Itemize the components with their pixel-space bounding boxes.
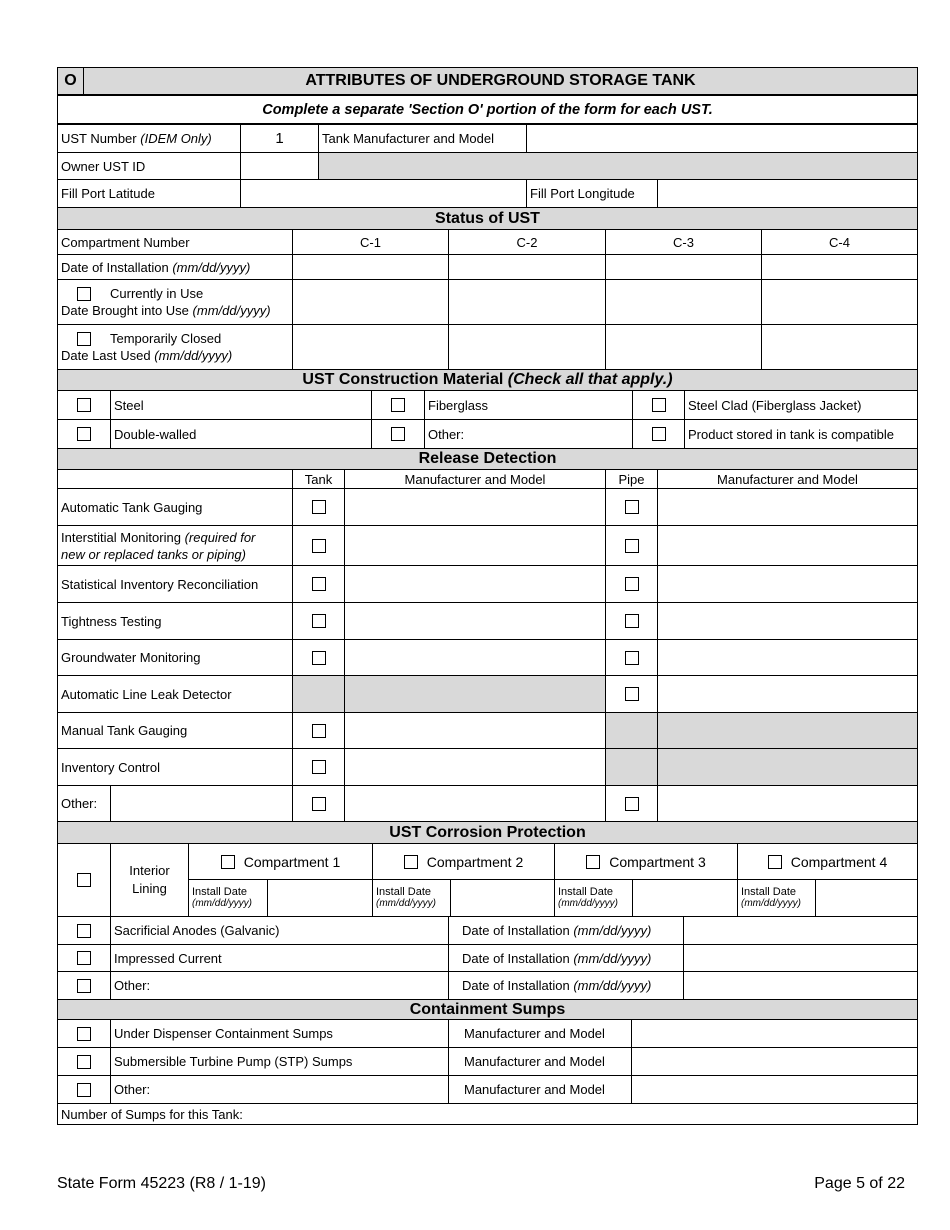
mtg-pipe-shaded (605, 713, 657, 748)
sumps-heading: Containment Sumps (57, 1000, 918, 1020)
under-dispenser-checkbox[interactable] (77, 1027, 91, 1041)
sir-row (57, 566, 918, 603)
compartment-3-checkbox[interactable] (586, 855, 600, 869)
ust-number-label: UST Number (IDEM Only) (61, 131, 212, 146)
release-other-row (57, 786, 918, 822)
under-dispenser-manufacturer-label: Manufacturer and Model (448, 1020, 631, 1047)
ust-number-row (57, 125, 918, 153)
inventory-label: Inventory Control (61, 759, 160, 775)
install-date-c3[interactable] (605, 255, 761, 279)
instruction-row (57, 96, 918, 125)
closed-c3[interactable] (605, 325, 761, 369)
compartment-2-label: Compartment 2 (426, 853, 524, 870)
mtg-label: Manual Tank Gauging (61, 723, 188, 738)
mtg-tank-checkbox[interactable] (312, 724, 326, 738)
stp-checkbox[interactable] (77, 1055, 91, 1069)
ust-number-value[interactable]: 1 (240, 125, 318, 152)
atg-pipe-field[interactable] (657, 489, 917, 525)
tightness-pipe-field[interactable] (657, 603, 917, 639)
atg-tank-checkbox[interactable] (312, 500, 326, 514)
sump-count-label[interactable]: Number of Sumps for this Tank: (61, 1106, 243, 1122)
compartment-c2: C-2 (448, 230, 605, 254)
form-id: State Form 45223 (R8 / 1-19) (57, 1175, 266, 1192)
fiberglass-checkbox[interactable] (391, 398, 405, 412)
sir-pipe-checkbox[interactable] (625, 577, 639, 591)
longitude-field[interactable] (657, 180, 917, 207)
in-use-c4[interactable] (761, 280, 917, 324)
install-date-3-field[interactable] (632, 880, 737, 916)
interstitial-label: Interstitial Monitoring (required for new or replaced tanks or piping) (61, 529, 256, 562)
owner-id-row (57, 153, 918, 180)
release-other-field[interactable] (110, 786, 292, 821)
interior-lining-row (57, 844, 918, 917)
sir-tank-field[interactable] (344, 566, 605, 602)
closed-c4[interactable] (761, 325, 917, 369)
sir-pipe-field[interactable] (657, 566, 917, 602)
groundwater-tank-checkbox[interactable] (312, 651, 326, 665)
interstitial-pipe-field[interactable] (657, 526, 917, 565)
impressed-checkbox[interactable] (77, 951, 91, 965)
impressed-date-field[interactable] (683, 945, 917, 971)
compartment-label: Compartment Number (61, 234, 190, 250)
impressed-row (57, 945, 918, 972)
install-date-4-field[interactable] (815, 880, 917, 916)
release-header-row (57, 470, 918, 489)
inventory-tank-checkbox[interactable] (312, 760, 326, 774)
under-dispenser-row (57, 1020, 918, 1048)
alld-row (57, 676, 918, 713)
install-date-c2[interactable] (448, 255, 605, 279)
brought-date-label: Date Brought into Use (mm/dd/yyyy) (61, 303, 271, 318)
groundwater-row (57, 640, 918, 676)
closed-c2[interactable] (448, 325, 605, 369)
sumps-other-manufacturer-field[interactable] (631, 1076, 917, 1103)
compartment-1-label: Compartment 1 (243, 853, 341, 870)
stp-label: Submersible Turbine Pump (STP) Sumps (110, 1048, 448, 1075)
material-row-1 (57, 391, 918, 420)
release-heading: Release Detection (57, 449, 918, 470)
sacrificial-row (57, 917, 918, 945)
compartment-4-label: Compartment 4 (790, 853, 888, 870)
owner-id-shaded (318, 153, 917, 179)
install-date-3-label: Install Date (mm/dd/yyyy) (554, 880, 632, 916)
sump-count-row (57, 1104, 918, 1125)
material-other-checkbox[interactable] (391, 427, 405, 441)
tightness-pipe-checkbox[interactable] (625, 614, 639, 628)
stp-row (57, 1048, 918, 1076)
inventory-row (57, 749, 918, 786)
section-o-form (57, 67, 918, 1125)
install-date-c4[interactable] (761, 255, 917, 279)
fiberglass-label: Fiberglass (424, 391, 632, 419)
sumps-other-manufacturer-label: Manufacturer and Model (448, 1076, 631, 1103)
impressed-label: Impressed Current (110, 945, 448, 971)
owner-id-field[interactable] (240, 153, 318, 179)
latitude-label: Fill Port Latitude (61, 186, 155, 201)
sumps-other-label: Other: (110, 1076, 448, 1103)
sacrificial-date-label: Date of Installation (mm/dd/yyyy) (448, 917, 683, 944)
corrosion-other-label: Other: (110, 972, 448, 999)
groundwater-label: Groundwater Monitoring (61, 650, 201, 665)
sacrificial-date-field[interactable] (683, 917, 917, 944)
section-letter: O (58, 68, 84, 94)
corrosion-heading: UST Corrosion Protection (57, 822, 918, 844)
compatible-label: Product stored in tank is compatible (684, 420, 917, 448)
compartment-row (57, 230, 918, 255)
tightness-tank-field[interactable] (344, 603, 605, 639)
alld-pipe-checkbox[interactable] (625, 687, 639, 701)
corrosion-other-date-label: Date of Installation (mm/dd/yyyy) (448, 972, 683, 999)
impressed-date-label: Date of Installation (mm/dd/yyyy) (448, 945, 683, 971)
in-use-checkbox[interactable] (77, 287, 91, 301)
section-title: ATTRIBUTES OF UNDERGROUND STORAGE TANK (305, 72, 696, 89)
material-heading: UST Construction Material (Check all that apply.) (57, 370, 918, 391)
material-other-label: Other: (424, 420, 632, 448)
tank-manufacturer-field[interactable] (526, 125, 917, 152)
interstitial-tank-checkbox[interactable] (312, 539, 326, 553)
atg-row (57, 489, 918, 526)
interstitial-tank-field[interactable] (344, 526, 605, 565)
install-date-2-field[interactable] (450, 880, 554, 916)
atg-pipe-checkbox[interactable] (625, 500, 639, 514)
interstitial-pipe-checkbox[interactable] (625, 539, 639, 553)
under-dispenser-label: Under Dispenser Containment Sumps (110, 1020, 448, 1047)
compartment-c4: C-4 (761, 230, 917, 254)
install-date-4-label: Install Date (mm/dd/yyyy) (737, 880, 815, 916)
steel-clad-checkbox[interactable] (652, 398, 666, 412)
alld-tank-field-shaded (344, 676, 605, 712)
longitude-label: Fill Port Longitude (526, 180, 657, 207)
install-date-label: Date of Installation (mm/dd/yyyy) (61, 259, 251, 275)
tightness-label: Tightness Testing (61, 613, 162, 629)
in-use-c1[interactable] (292, 280, 448, 324)
interstitial-row (57, 526, 918, 566)
last-used-label: Date Last Used (mm/dd/yyyy) (61, 348, 233, 363)
latitude-field[interactable] (240, 180, 526, 207)
mtg-pipe-field-shaded (657, 713, 917, 748)
compartment-c3: C-3 (605, 230, 761, 254)
status-heading: Status of UST (57, 208, 918, 230)
atg-tank-field[interactable] (344, 489, 605, 525)
stp-manufacturer-label: Manufacturer and Model (448, 1048, 631, 1075)
closed-label: Temporarily Closed (110, 331, 222, 346)
col-tank: Tank (292, 470, 344, 488)
tightness-row (57, 603, 918, 640)
corrosion-other-checkbox[interactable] (77, 979, 91, 993)
corrosion-other-row (57, 972, 918, 1000)
closed-cell (58, 325, 292, 369)
inventory-pipe-shaded (605, 749, 657, 785)
release-other-tank-checkbox[interactable] (312, 797, 326, 811)
compartment-1-checkbox[interactable] (221, 855, 235, 869)
install-date-2-label: Install Date (mm/dd/yyyy) (372, 880, 450, 916)
closed-checkbox[interactable] (77, 332, 91, 346)
sumps-other-row (57, 1076, 918, 1104)
inventory-pipe-field-shaded (657, 749, 917, 785)
alld-pipe-field[interactable] (657, 676, 917, 712)
double-walled-label: Double-walled (110, 420, 371, 448)
in-use-label: Currently in Use (110, 286, 204, 301)
install-date-row (57, 255, 918, 280)
closed-c1[interactable] (292, 325, 448, 369)
atg-label: Automatic Tank Gauging (61, 499, 203, 515)
owner-id-label: Owner UST ID (61, 158, 146, 174)
stp-manufacturer-field[interactable] (631, 1048, 917, 1075)
interior-lining-checkbox[interactable] (77, 873, 91, 887)
corrosion-other-date-field[interactable] (683, 972, 917, 999)
install-date-1-field[interactable] (267, 880, 372, 916)
groundwater-tank-field[interactable] (344, 640, 605, 675)
in-use-c2[interactable] (448, 280, 605, 324)
alld-tank-shaded (292, 676, 344, 712)
alld-label: Automatic Line Leak Detector (61, 686, 232, 702)
compartment-4-checkbox[interactable] (768, 855, 782, 869)
compatible-checkbox[interactable] (652, 427, 666, 441)
double-walled-checkbox[interactable] (77, 427, 91, 441)
in-use-c3[interactable] (605, 280, 761, 324)
release-other-label: Other: (61, 796, 98, 811)
mtg-tank-field[interactable] (344, 713, 605, 748)
sacrificial-label: Sacrificial Anodes (Galvanic) (110, 917, 448, 944)
release-other-tank-field[interactable] (344, 786, 605, 821)
tank-manufacturer-label: Tank Manufacturer and Model (318, 125, 526, 152)
page-number: Page 5 of 22 (814, 1175, 905, 1192)
lining-compartments (188, 844, 917, 916)
compartment-c1: C-1 (292, 230, 448, 254)
mtg-row (57, 713, 918, 749)
groundwater-pipe-checkbox[interactable] (625, 651, 639, 665)
sir-tank-checkbox[interactable] (312, 577, 326, 591)
in-use-row (57, 280, 918, 325)
section-instruction: Complete a separate 'Section O' portion of the form for each UST. (262, 101, 713, 118)
section-title-row (57, 67, 918, 96)
col-tank-manufacturer: Manufacturer and Model (344, 470, 605, 488)
steel-checkbox[interactable] (77, 398, 91, 412)
fill-port-row (57, 180, 918, 208)
release-other-pipe-field[interactable] (657, 786, 917, 821)
in-use-cell (58, 280, 292, 324)
sacrificial-checkbox[interactable] (77, 924, 91, 938)
steel-label: Steel (110, 391, 371, 419)
groundwater-pipe-field[interactable] (657, 640, 917, 675)
col-pipe-manufacturer: Manufacturer and Model (657, 470, 917, 488)
install-date-c1[interactable] (292, 255, 448, 279)
material-row-2 (57, 420, 918, 449)
interior-lining-label: Interior Lining (110, 844, 188, 916)
under-dispenser-manufacturer-field[interactable] (631, 1020, 917, 1047)
compartment-3-label: Compartment 3 (609, 853, 706, 870)
sir-label: Statistical Inventory Reconciliation (61, 576, 259, 592)
tightness-tank-checkbox[interactable] (312, 614, 326, 628)
sumps-other-checkbox[interactable] (77, 1083, 91, 1097)
col-pipe: Pipe (605, 470, 657, 488)
inventory-tank-field[interactable] (344, 749, 605, 785)
closed-row (57, 325, 918, 370)
steel-clad-label: Steel Clad (Fiberglass Jacket) (684, 391, 917, 419)
install-date-1-label: Install Date (mm/dd/yyyy) (192, 886, 252, 909)
release-other-pipe-checkbox[interactable] (625, 797, 639, 811)
compartment-2-checkbox[interactable] (404, 855, 418, 869)
